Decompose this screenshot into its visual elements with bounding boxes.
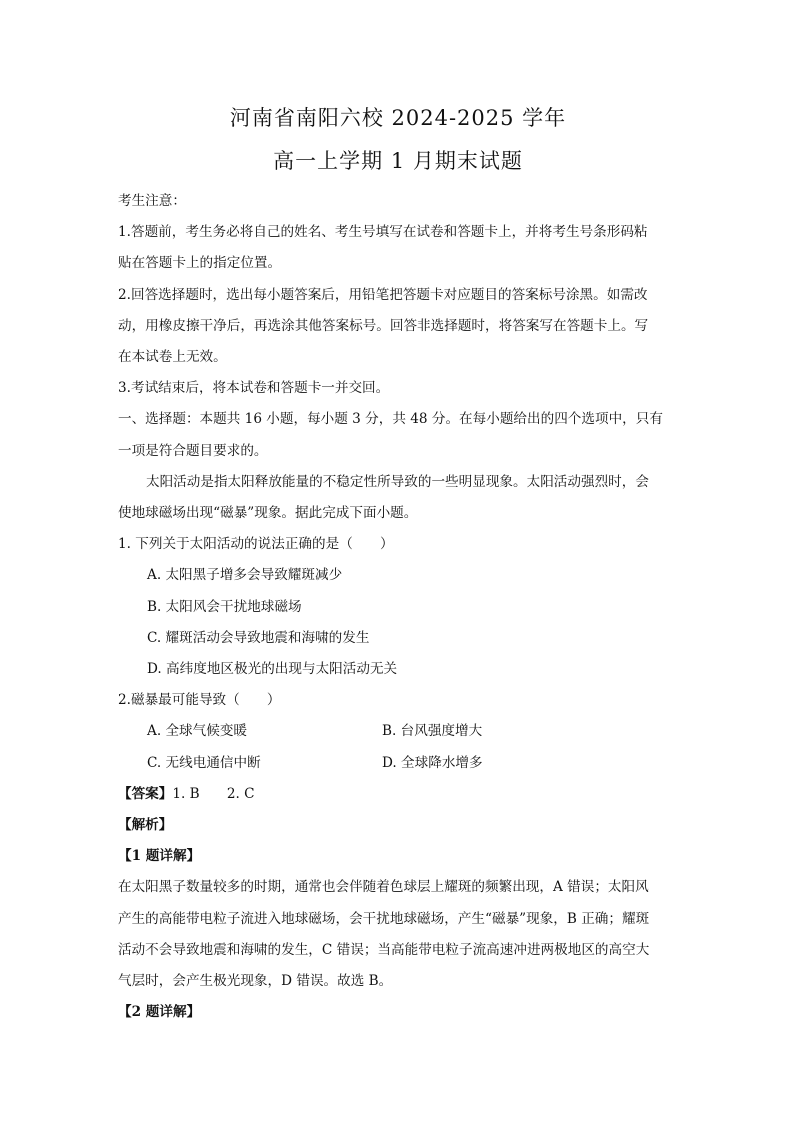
exam-title-line1: 河南省南阳六校 2024-2025 学年 [229,106,567,130]
section-heading-cont: 一项是符合题目要求的。 [118,442,268,459]
notice-heading: 考生注意： [118,193,186,209]
question-2-option-a: A. 全球气候变暖 [147,723,248,740]
answer-text: 1. B 2. C [172,785,255,802]
notice-line: 3.考试结束后，将本试卷和答题卡一并交回。 [118,380,390,397]
answer-line [118,779,678,810]
question-1-stem: 1. 下列关于太阳活动的说法正确的是（ ） [118,536,394,553]
document-body [118,186,678,1028]
answer-label: 【答案】 [118,785,173,802]
question-2-options-row-1 [118,716,678,747]
question-1-option-a: A. 太阳黑子增多会导致耀斑减少 [147,567,343,584]
section-heading: 一、选择题：本题共 16 小题，每小题 3 分，共 48 分。在每小题给出的四个选项中，只有 [118,411,663,428]
question-2-analysis-label: 【2 题详解】 [118,1004,201,1021]
analysis-label: 【解析】 [118,817,173,834]
question-2-option-c: C. 无线电通信中断 [147,754,261,771]
question-1-option-b: B. 太阳风会干扰地球磁场 [147,598,302,615]
notice-line: 1.答题前，考生务必将自己的姓名、考生号填写在试卷和答题卡上，并将考生号条形码粘 [118,224,648,241]
question-1-analysis-label: 【1 题详解】 [118,848,201,865]
question-2-stem: 2.磁暴最可能导致（ ） [118,692,281,709]
question-2-option-b: B. 台风强度增大 [382,723,483,740]
notice-line: 在本试卷上无效。 [118,349,227,366]
page-content [118,100,678,1028]
exam-title-line2: 高一上学期 1 月期末试题 [273,149,523,173]
notice-line: 动，用橡皮擦干净后，再选涂其他答案标号。回答非选择题时，将答案写在答题卡上。写 [118,317,649,334]
passage-line: 使地球磁场出现“磁暴”现象。据此完成下面小题。 [118,505,418,522]
notice-line: 2.回答选择题时，选出每小题答案后，用铅笔把答题卡对应题目的答案标号涂黑。如需改 [118,286,648,303]
question-2-option-d: D. 全球降水增多 [382,754,483,771]
question-1-analysis-line: 在太阳黑子数量较多的时期，通常也会伴随着色球层上耀斑的频繁出现，A 错误；太阳风 [118,879,649,896]
notice-line: 贴在答题卡上的指定位置。 [118,255,282,272]
question-1-option-c: C. 耀斑活动会导致地震和海啸的发生 [147,629,370,646]
question-1-option-d: D. 高纬度地区极光的出现与太阳活动无关 [147,661,398,678]
question-1-analysis-line: 气层时，会产生极光现象，D 错误。故选 B。 [118,973,393,990]
question-1-analysis-line: 产生的高能带电粒子流进入地球磁场，会干扰地球磁场，产生“磁暴”现象，B 正确；耀斑 [118,910,650,927]
passage-line: 太阳活动是指太阳释放能量的不稳定性所导致的一些明显现象。太阳活动强烈时，会 [146,473,649,490]
question-2-options-row-2 [118,748,678,779]
question-1-analysis-line: 活动不会导致地震和海啸的发生，C 错误；当高能带电粒子流高速冲进两极地区的高空大 [118,941,650,958]
